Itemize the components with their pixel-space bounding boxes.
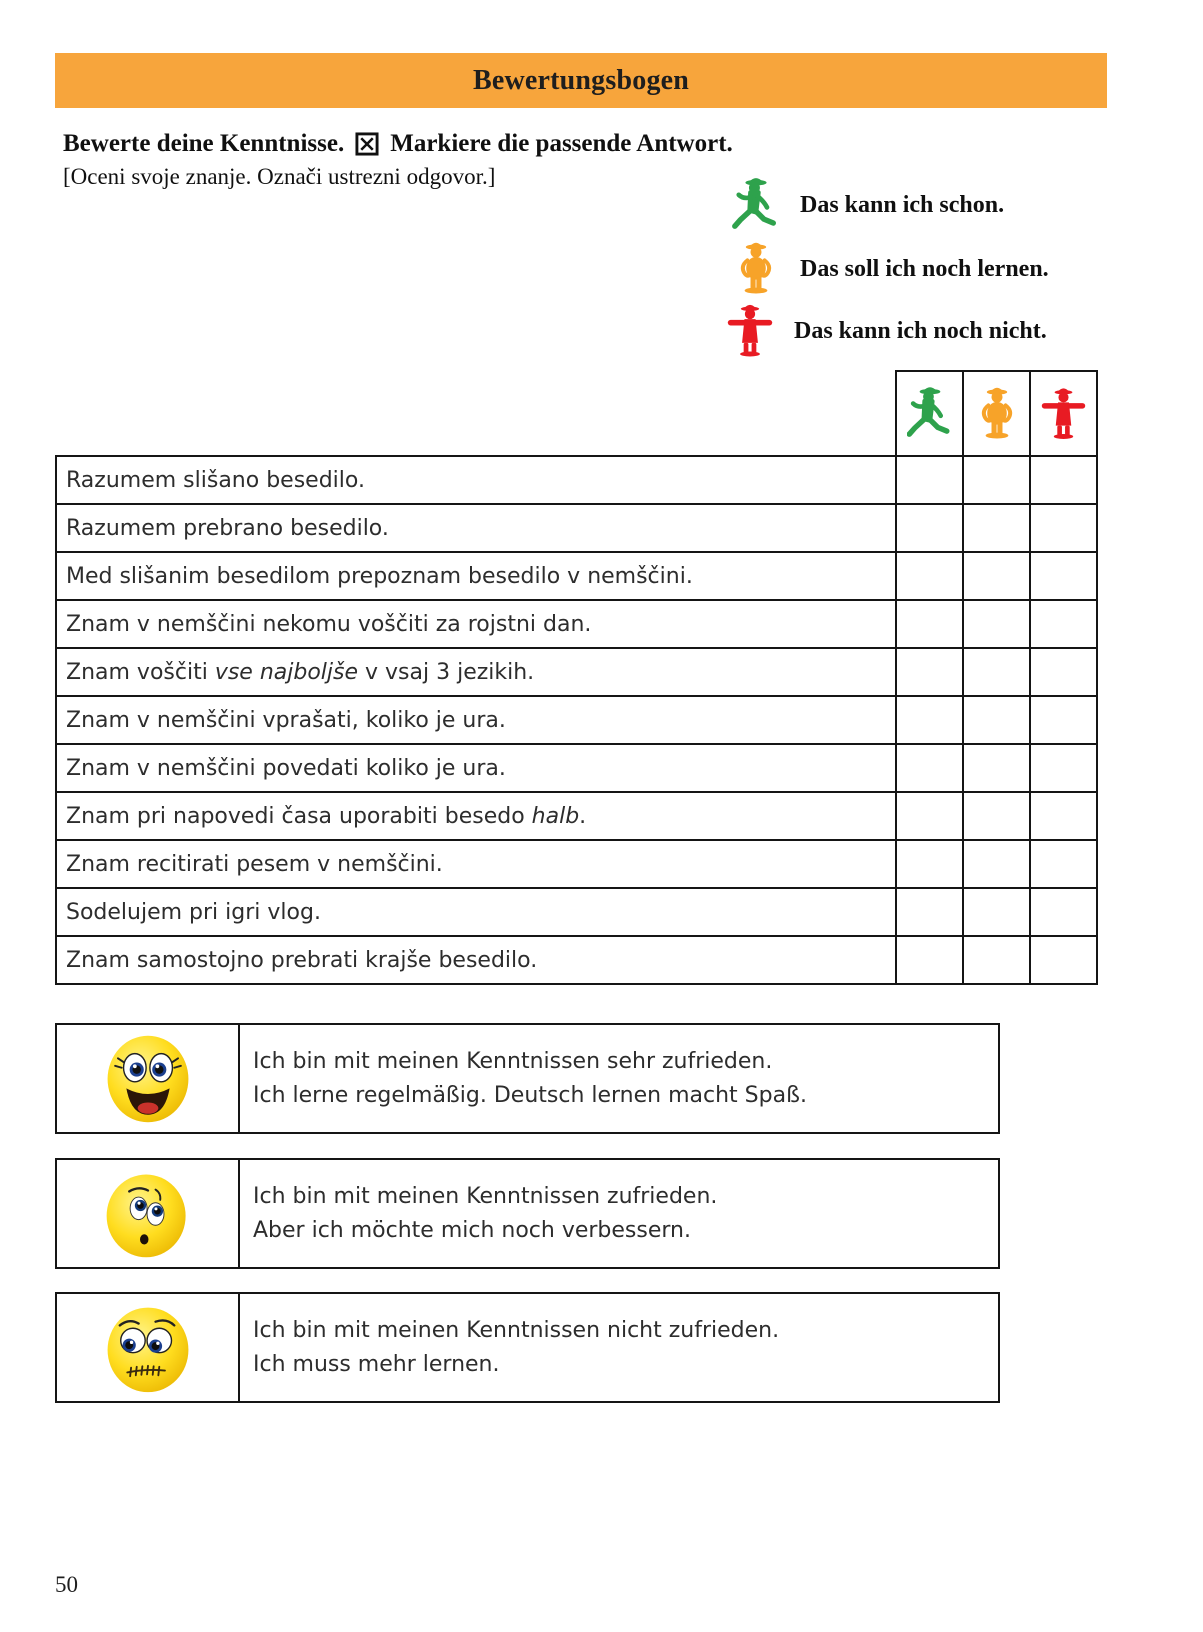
table-row [56, 504, 1097, 552]
statement-cell [56, 504, 896, 552]
column-header-red-man [1030, 371, 1097, 456]
legend-item-cannot-yet [712, 300, 1047, 362]
checkbox-cell-green[interactable] [896, 696, 963, 744]
statement-cell [56, 792, 896, 840]
checkbox-cell-orange[interactable] [963, 696, 1030, 744]
checkbox-cell-red[interactable] [1030, 792, 1097, 840]
instruction-line-german [63, 126, 733, 162]
statement-text: Sodelujem pri igri vlog. [66, 899, 321, 925]
checkbox-cell-orange[interactable] [963, 840, 1030, 888]
feedback-line: Ich bin mit meinen Kenntnissen zufrieden. [253, 1183, 718, 1209]
table-row [56, 696, 1097, 744]
checkbox-cell-orange[interactable] [963, 600, 1030, 648]
checkbox-cell-green[interactable] [896, 552, 963, 600]
statement-text: Razumem prebrano besedilo. [66, 515, 389, 541]
table-header-row [56, 371, 1097, 456]
statement-cell [56, 744, 896, 792]
checkbox-cell-red[interactable] [1030, 456, 1097, 504]
checkbox-cell-green[interactable] [896, 600, 963, 648]
checkbox-cell-red[interactable] [1030, 648, 1097, 696]
checkbox-cell-green[interactable] [896, 744, 963, 792]
statement-cell [56, 456, 896, 504]
checkbox-cell-green[interactable] [896, 840, 963, 888]
feedback-text [240, 1025, 998, 1132]
table-row [56, 456, 1097, 504]
statement-text: Znam voščiti [66, 659, 215, 685]
instruction-part2: Markiere die passende Antwort. [390, 130, 733, 157]
title-bar [55, 53, 1107, 108]
checkbox-cell-red[interactable] [1030, 888, 1097, 936]
checkbox-cell-green[interactable] [896, 936, 963, 984]
checkbox-cell-green[interactable] [896, 888, 963, 936]
statement-text: Med slišanim besedilom prepoznam besedilo v nemščini. [66, 563, 693, 589]
table-row [56, 840, 1097, 888]
checkbox-cell-red[interactable] [1030, 552, 1097, 600]
statement-cell [56, 936, 896, 984]
statement-text: Znam samostojno prebrati krajše besedilo. [66, 947, 538, 973]
statement-text: Znam recitirati pesem v nemščini. [66, 851, 443, 877]
boxed-x-icon [355, 132, 379, 156]
checkbox-cell-green[interactable] [896, 648, 963, 696]
checkbox-cell-red[interactable] [1030, 504, 1097, 552]
feedback-line: Ich lerne regelmäßig. Deutsch lernen macht Spaß. [253, 1082, 807, 1108]
worried-smiley-icon [57, 1160, 240, 1267]
checkbox-cell-orange[interactable] [963, 504, 1030, 552]
green-walking-man-icon [718, 176, 794, 234]
assessment-table [55, 370, 1098, 985]
statement-cell [56, 696, 896, 744]
page-number: 50 [55, 1572, 78, 1597]
statement-cell [56, 648, 896, 696]
table-row [56, 792, 1097, 840]
happy-smiley-icon [57, 1025, 240, 1132]
checkbox-cell-red[interactable] [1030, 840, 1097, 888]
instruction-part1: Bewerte deine Kenntnisse. [63, 130, 345, 157]
statement-text: Znam v nemščini vprašati, koliko je ura. [66, 707, 506, 733]
feedback-box-not-satisfied [55, 1292, 1000, 1403]
checkbox-cell-orange[interactable] [963, 648, 1030, 696]
column-header-orange-man [963, 371, 1030, 456]
legend-label: Das kann ich noch nicht. [794, 317, 1047, 344]
feedback-box-very-satisfied [55, 1023, 1000, 1134]
statement-text-italic: halb [531, 803, 580, 829]
feedback-line: Aber ich möchte mich noch verbessern. [253, 1217, 691, 1243]
checkbox-cell-orange[interactable] [963, 792, 1030, 840]
checkbox-cell-green[interactable] [896, 792, 963, 840]
checkbox-cell-orange[interactable] [963, 936, 1030, 984]
checkbox-cell-orange[interactable] [963, 552, 1030, 600]
statement-text: v vsaj 3 jezikih. [358, 659, 535, 685]
statement-text: Znam pri napovedi časa uporabiti besedo [66, 803, 532, 829]
table-row [56, 600, 1097, 648]
statement-cell [56, 552, 896, 600]
legend-label: Das soll ich noch lernen. [800, 255, 1049, 282]
checkbox-cell-green[interactable] [896, 504, 963, 552]
statement-cell [56, 600, 896, 648]
statement-cell [56, 840, 896, 888]
feedback-box-satisfied [55, 1158, 1000, 1269]
checkbox-cell-red[interactable] [1030, 744, 1097, 792]
statement-cell [56, 888, 896, 936]
page-title: Bewertungsbogen [472, 64, 690, 96]
table-row [56, 744, 1097, 792]
checkbox-cell-red[interactable] [1030, 696, 1097, 744]
feedback-line: Ich muss mehr lernen. [253, 1351, 500, 1377]
legend-item-should-learn [718, 238, 1049, 300]
table-row [56, 552, 1097, 600]
table-row [56, 936, 1097, 984]
checkbox-cell-red[interactable] [1030, 936, 1097, 984]
statement-text: . [579, 803, 587, 829]
legend-item-can-do [718, 174, 1004, 236]
feedback-text [240, 1294, 998, 1401]
feedback-text [240, 1160, 998, 1267]
feedback-line: Ich bin mit meinen Kenntnissen sehr zufrieden. [253, 1048, 773, 1074]
orange-standing-man-icon [718, 240, 794, 298]
legend-label: Das kann ich schon. [800, 191, 1005, 218]
checkbox-cell-orange[interactable] [963, 888, 1030, 936]
instruction-line-slovenian: [Oceni svoje znanje. Označi ustrezni odgovor.] [63, 164, 496, 189]
statement-text: Znam v nemščini povedati koliko je ura. [66, 755, 506, 781]
checkbox-cell-red[interactable] [1030, 600, 1097, 648]
table-row [56, 888, 1097, 936]
checkbox-cell-orange[interactable] [963, 744, 1030, 792]
feedback-line: Ich bin mit meinen Kenntnissen nicht zufrieden. [253, 1317, 780, 1343]
statement-text: Razumem slišano besedilo. [66, 467, 365, 493]
table-header-spacer [56, 371, 896, 456]
checkbox-cell-orange[interactable] [963, 456, 1030, 504]
red-arms-out-man-icon [712, 301, 788, 361]
statement-text: Znam v nemščini nekomu voščiti za rojstni dan. [66, 611, 592, 637]
column-header-green-man [896, 371, 963, 456]
checkbox-cell-green[interactable] [896, 456, 963, 504]
statement-text-italic: vse najboljše [214, 659, 359, 685]
table-row [56, 648, 1097, 696]
sealed-mouth-smiley-icon [57, 1294, 240, 1401]
